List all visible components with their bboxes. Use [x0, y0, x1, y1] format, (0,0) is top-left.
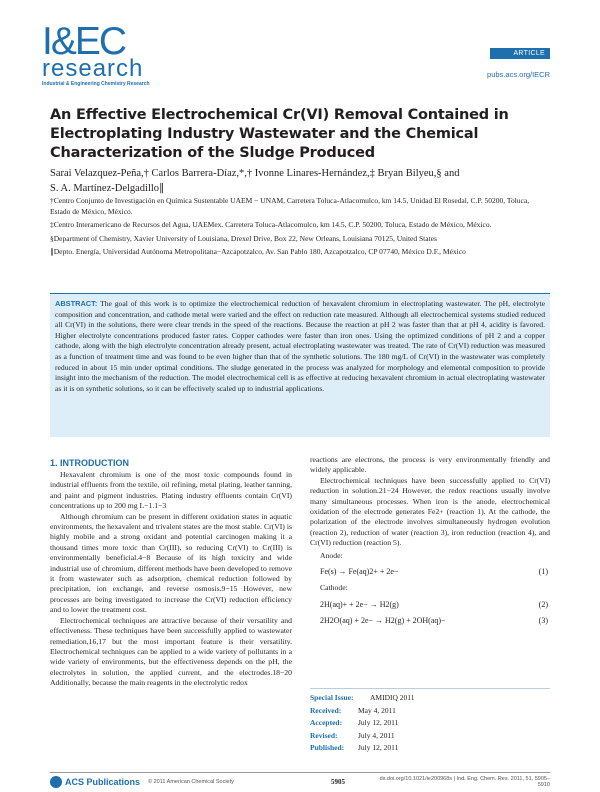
reaction-2	[320, 600, 550, 610]
accepted-value: July 12, 2011	[358, 718, 399, 727]
reaction-1-equation: Fe(s) → Fe(aq)2+ + 2e−	[320, 567, 399, 577]
reaction-1-number: (1)	[538, 567, 548, 577]
right-column	[310, 455, 550, 633]
acs-publications-logo	[50, 776, 140, 788]
intro-paragraph-3: Electrochemical techniques are attractive because of their versatility and effectiveness. These techniques have been successfully applied to wastewater remediation,16,17 but the most important feature is their versatility. Electrochemical techniques can be applied to a wide variety of pollutants in a wide variety of environments, but the effectiveness depends on the pH, the electrolytes in solution, the applied current, and the electrodes.18−20 Additionally, because the main reagents in the electrolytic redox	[50, 615, 292, 688]
received-label: Received:	[310, 705, 342, 715]
published-label: Published:	[310, 743, 345, 752]
intro-paragraph-5: Electrochemical techniques have been successfully applied to Cr(VI) reduction in solution.21−24 However, the redox reactions usually involve many simultaneous processes. When iron is the anode, electrochemical oxidation of the electrode generates Fe2+ (reaction 1). At the cathode, the polarization of the electrode involves simultaneously hydrogen evolution (reaction 2), reduction of water (reaction 3), iron reduction (reaction 4), and Cr(VI) reduction (reaction 5).	[310, 475, 550, 548]
article-history	[310, 688, 550, 755]
affiliations	[50, 196, 550, 261]
revised-value: July 4, 2011	[358, 730, 395, 740]
reaction-3	[320, 616, 550, 626]
affiliation-2: ‡Centro Interamericano de Recursos del Agua, UAEMex. Carretera Toluca-Atlacomulco, km 14.5, C.P. 50200, Toluca, Estado de México, México.	[50, 220, 492, 230]
intro-paragraph-2: Although chromium can be present in different oxidation states in aquatic environments, the hexavalent and trivalent states are the most stable. Cr(VI) is highly mobile and a strong oxidant and potential carcinogen making it a thousand times more toxic than Cr(III), so reducing Cr(VI) to Cr(III) is environmentally beneficial.4−8 Because of its high toxicity and wide industrial use of chromium, different methods have been developed to remove it from wastewater such as adsorption, chemical reduction followed by precipitation, ion exchange, and reverse osmosis.9−15 However, new processes are being investigated to increase the Cr(VI) reduction efficiency and to lower the treatment cost.	[50, 511, 292, 615]
special-issue-value: AMIDIQ 2011	[370, 693, 415, 702]
reaction-3-equation: 2H2O(aq) + 2e− → H2(g) + 2OH(aq)−	[320, 616, 446, 626]
doi-citation-link[interactable]: dx.doi.org/10.1021/ie200968s | Ind. Eng. Chem. Res. 2011, 51, 5905–5910	[379, 776, 550, 788]
published-value: July 12, 2011	[358, 743, 399, 752]
left-column	[50, 470, 292, 689]
accepted-label: Accepted:	[310, 718, 343, 727]
intro-paragraph-4: reactions are electrons, the process is very environmentally friendly and widely applicable.	[310, 455, 550, 475]
abstract-box	[50, 293, 550, 437]
special-issue-label: Special Issue:	[310, 693, 354, 702]
acs-publisher-name: ACS Publications	[65, 777, 141, 787]
accepted-row	[310, 717, 550, 730]
journal-url-link[interactable]: pubs.acs.org/IECR	[487, 70, 550, 79]
published-row	[310, 742, 550, 755]
special-issue-row	[310, 692, 550, 705]
logo-tagline: Industrial & Engineering Chemistry Research	[42, 81, 150, 87]
logo-main-text: I&EC	[42, 20, 126, 63]
abstract-label: ABSTRACT:	[55, 299, 98, 308]
intro-paragraph-1: Hexavalent chromium is one of the most toxic compounds found in industrial effluents from the textile, oil refining, metal plating, leather tanning, and paint and pigment industries. Plating industry effluents contain Cr(VI) concentrations up to 200 mg L−1.1−3	[50, 470, 292, 511]
article-type-badge: ARTICLE	[490, 48, 550, 59]
reaction-1	[320, 567, 550, 577]
affiliation-1: †Centro Conjunto de Investigación en Química Sustentable UAEM − UNAM, Carretera Toluca-Atlacomulco, km 14.5, Unidad El Rosedal, C.P. 50200, Toluca, Estado de México, México.	[50, 196, 530, 216]
copyright-notice: © 2011 American Chemical Society	[148, 779, 234, 785]
affiliation-4: ∥Depto. Energía, Universidad Autónoma Metropolitana−Azcapotzalco, Av. San Pablo 180, Azcapotzalco, CP 07740, México D.F., México	[50, 247, 466, 257]
logo-sub-text: research	[42, 55, 144, 82]
reaction-2-equation: 2H(aq)+ + 2e− → H2(g)	[320, 599, 399, 609]
anode-label: Anode:	[320, 550, 343, 560]
authors-line-2: S. A. Martínez-Delgadillo∥	[50, 183, 165, 194]
received-value: May 4, 2011	[358, 705, 396, 715]
abstract-text: The goal of this work is to optimize the electrochemical reduction of hexavalent chromium in electroplating wastewater. The pH, electrolyte composition and concentration, and cathode metal were varied and the effect on reduction rate measured. Although all electrochemical systems studied reduced all Cr(VI) in the solutions, there were clear trends in the speed of the reactions. Because the reaction at pH 2 was faster than that at pH 4, acidity is favored. Higher electrolyte concentrations produced faster rates. Copper cathodes were faster than iron ones. Using the optimized conditions of pH 2 and a copper cathode, along with the high electrolyte concentration already present, actual electroplating wastewater was treated. The rate of Cr(VI) reduction was measured as a function of treatment time and was found to be even higher than that of the synthetic solutions. The 180 mg/L of Cr(VI) in the wastewater was completely reduced in about 15 min under optimal conditions. The sludge generated in the process was analyzed for morphology and elemental composition to provide insight into the mechanism of the reduction. The model electrochemical cell is as effective at reducing hexavalent chromium in actual electroplating wastewater as it is on synthetic solutions, so it can be effectively scaled up to industrial applications.	[55, 299, 545, 393]
authors-line-1: Sarai Velazquez-Peña,† Carlos Barrera-Díaz,*,† Ivonne Linares-Hernández,‡ Bryan Bilyeu,§ and	[50, 168, 460, 179]
author-list	[50, 166, 550, 196]
revised-row	[310, 730, 550, 743]
reaction-3-number: (3)	[538, 616, 548, 626]
cathode-label: Cathode:	[320, 583, 348, 593]
journal-logo	[42, 20, 172, 87]
reaction-2-number: (2)	[538, 599, 548, 609]
page-number: 5905	[331, 778, 346, 786]
page-footer	[50, 772, 550, 788]
paper-title: An Effective Electrochemical Cr(VI) Removal Contained in Electroplating Industry Wastewater and the Chemical Characterization of the Sludge Produced	[50, 107, 509, 161]
received-row	[310, 705, 550, 718]
section-heading-introduction: 1. INTRODUCTION	[50, 458, 130, 468]
acs-logo-icon	[50, 776, 62, 788]
affiliation-3: §Department of Chemistry, Xavier University of Louisiana, Drexel Drive, Box 22, New Orleans, Louisiana 70125, United States	[50, 233, 437, 243]
revised-label: Revised:	[310, 730, 338, 740]
